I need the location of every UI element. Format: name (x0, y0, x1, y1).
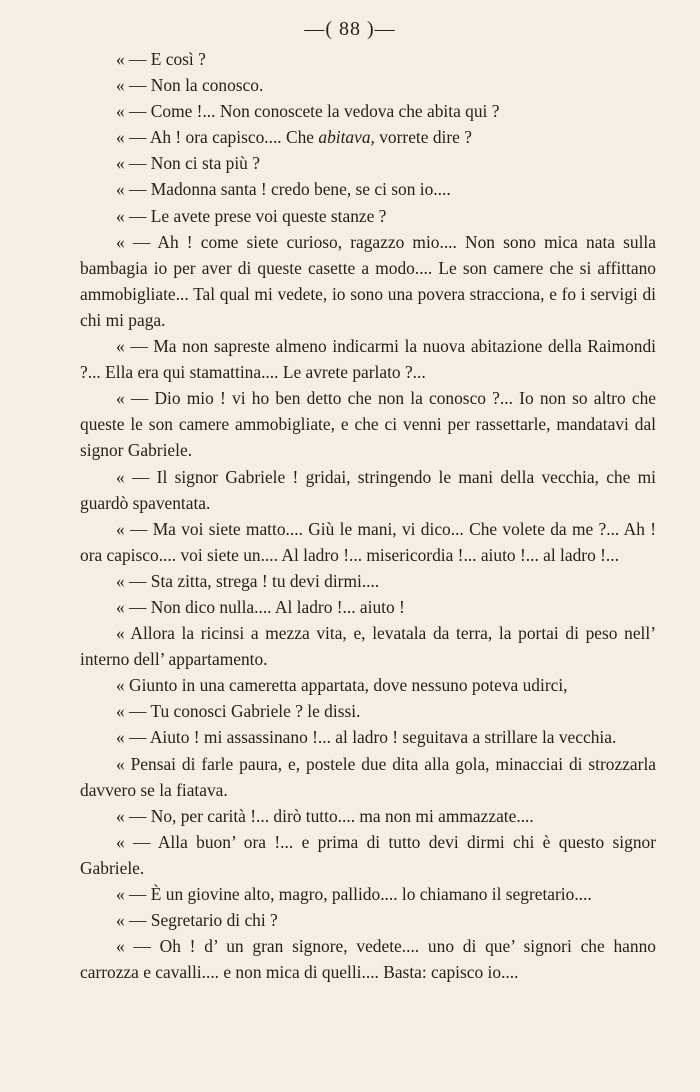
paragraph (80, 229, 656, 333)
text-run: « — Dio mio ! vi ho ben detto che non la conosco ?... Io non so altro che queste le son camere ammobigliate, e che ci venni per rassettarle, mandatavi dal signor Gabriele. (80, 388, 656, 461)
text-run: « — Il signor Gabriele ! gridai, stringendo le mani della vecchia, che mi guardò spaventata. (80, 466, 656, 513)
text-run: « — Come !... Non conoscete la vedova che abita qui ? (116, 101, 500, 122)
paragraph (80, 203, 656, 229)
paragraph (80, 907, 656, 933)
italic-text: abitava, (318, 127, 375, 148)
text-run: « — E così ? (116, 49, 206, 69)
page-number-header: —( 88 )— (304, 18, 396, 40)
paragraph (80, 98, 656, 124)
text-run: « — Sta zitta, strega ! tu devi dirmi.... (116, 570, 380, 591)
paragraph (80, 829, 656, 881)
text-run: « Allora la ricinsi a mezza vita, e, levatala da terra, la portai di peso nell’ interno dell’ appartamento. (80, 623, 656, 670)
paragraph (80, 620, 656, 672)
paragraph (80, 516, 656, 568)
text-run: « Pensai di farle paura, e, postele due dita alla gola, minacciai di strozzarla davvero se la fiatava. (80, 753, 656, 800)
text-run: « — Alla buon’ ora !... e prima di tutto devi dirmi chi è questo signor Gabriele. (80, 831, 656, 878)
paragraph (80, 803, 656, 829)
paragraph (80, 881, 656, 907)
paragraph (80, 176, 656, 202)
text-run: « — È un giovine alto, magro, pallido.... lo chiamano il segretario.... (116, 884, 592, 904)
paragraph (80, 385, 656, 463)
text-run: « Giunto in una cameretta appartata, dove nessuno poteva udirci, (116, 675, 568, 696)
text-run: « — Ah ! come siete curioso, ragazzo mio.... Non sono mica nata sulla bambagia io per aver di queste casette a modo.... Le son camere che si affittano ammobigliate... Tal qual mi vedete, io sono una povera stracciona, e fo i servigi di chi mi paga. (80, 231, 656, 330)
paragraph (80, 46, 656, 72)
paragraph (80, 568, 656, 594)
text-run: « — Aiuto ! mi assassinano !... al ladro ! seguitava a strillare la vecchia. (116, 727, 617, 748)
paragraph (80, 150, 656, 176)
text-run: « — Ma voi siete matto.... Giù le mani, vi dico... Che volete da me ?... Ah ! ora capisco.... voi siete un.... Al ladro !... misericordia !... aiuto !... al ladro !... (80, 518, 656, 565)
text-run: « — Segretario di chi ? (116, 910, 278, 931)
paragraph (80, 72, 656, 98)
text-run: « — Ma non sapreste almeno indicarmi la nuova abitazione della Raimondi ?... Ella era qui stamattina.... Le avrete parlato ?... (80, 336, 656, 383)
paragraph (80, 333, 656, 385)
text-run: « — Non la conosco. (116, 75, 264, 96)
text-run: « — Ah ! ora capisco.... Che (116, 127, 319, 148)
text-run: « — Non dico nulla.... Al ladro !... aiuto ! (116, 596, 405, 617)
paragraph (80, 933, 656, 985)
paragraph (80, 124, 656, 150)
text-run: « — Oh ! d’ un gran signore, vedete.... uno di que’ signori che hanno carrozza e cavalli.... e non mica di quelli.... Basta: capisco io.... (80, 936, 656, 983)
text-run: vorrete dire ? (374, 127, 472, 148)
text-run: « — Madonna santa ! credo bene, se ci son io.... (116, 179, 451, 200)
paragraph (80, 724, 656, 750)
paragraph (80, 672, 656, 698)
page-text (80, 46, 656, 985)
text-run: « — Non ci sta più ? (116, 153, 260, 174)
text-run: « — Le avete prese voi queste stanze ? (116, 205, 387, 226)
paragraph (80, 751, 656, 803)
paragraph (80, 464, 656, 516)
paragraph (80, 698, 656, 724)
text-run: « — Tu conosci Gabriele ? le dissi. (116, 701, 361, 722)
text-run: « — No, per carità !... dirò tutto.... ma non mi ammazzate.... (116, 805, 534, 826)
paragraph (80, 594, 656, 620)
